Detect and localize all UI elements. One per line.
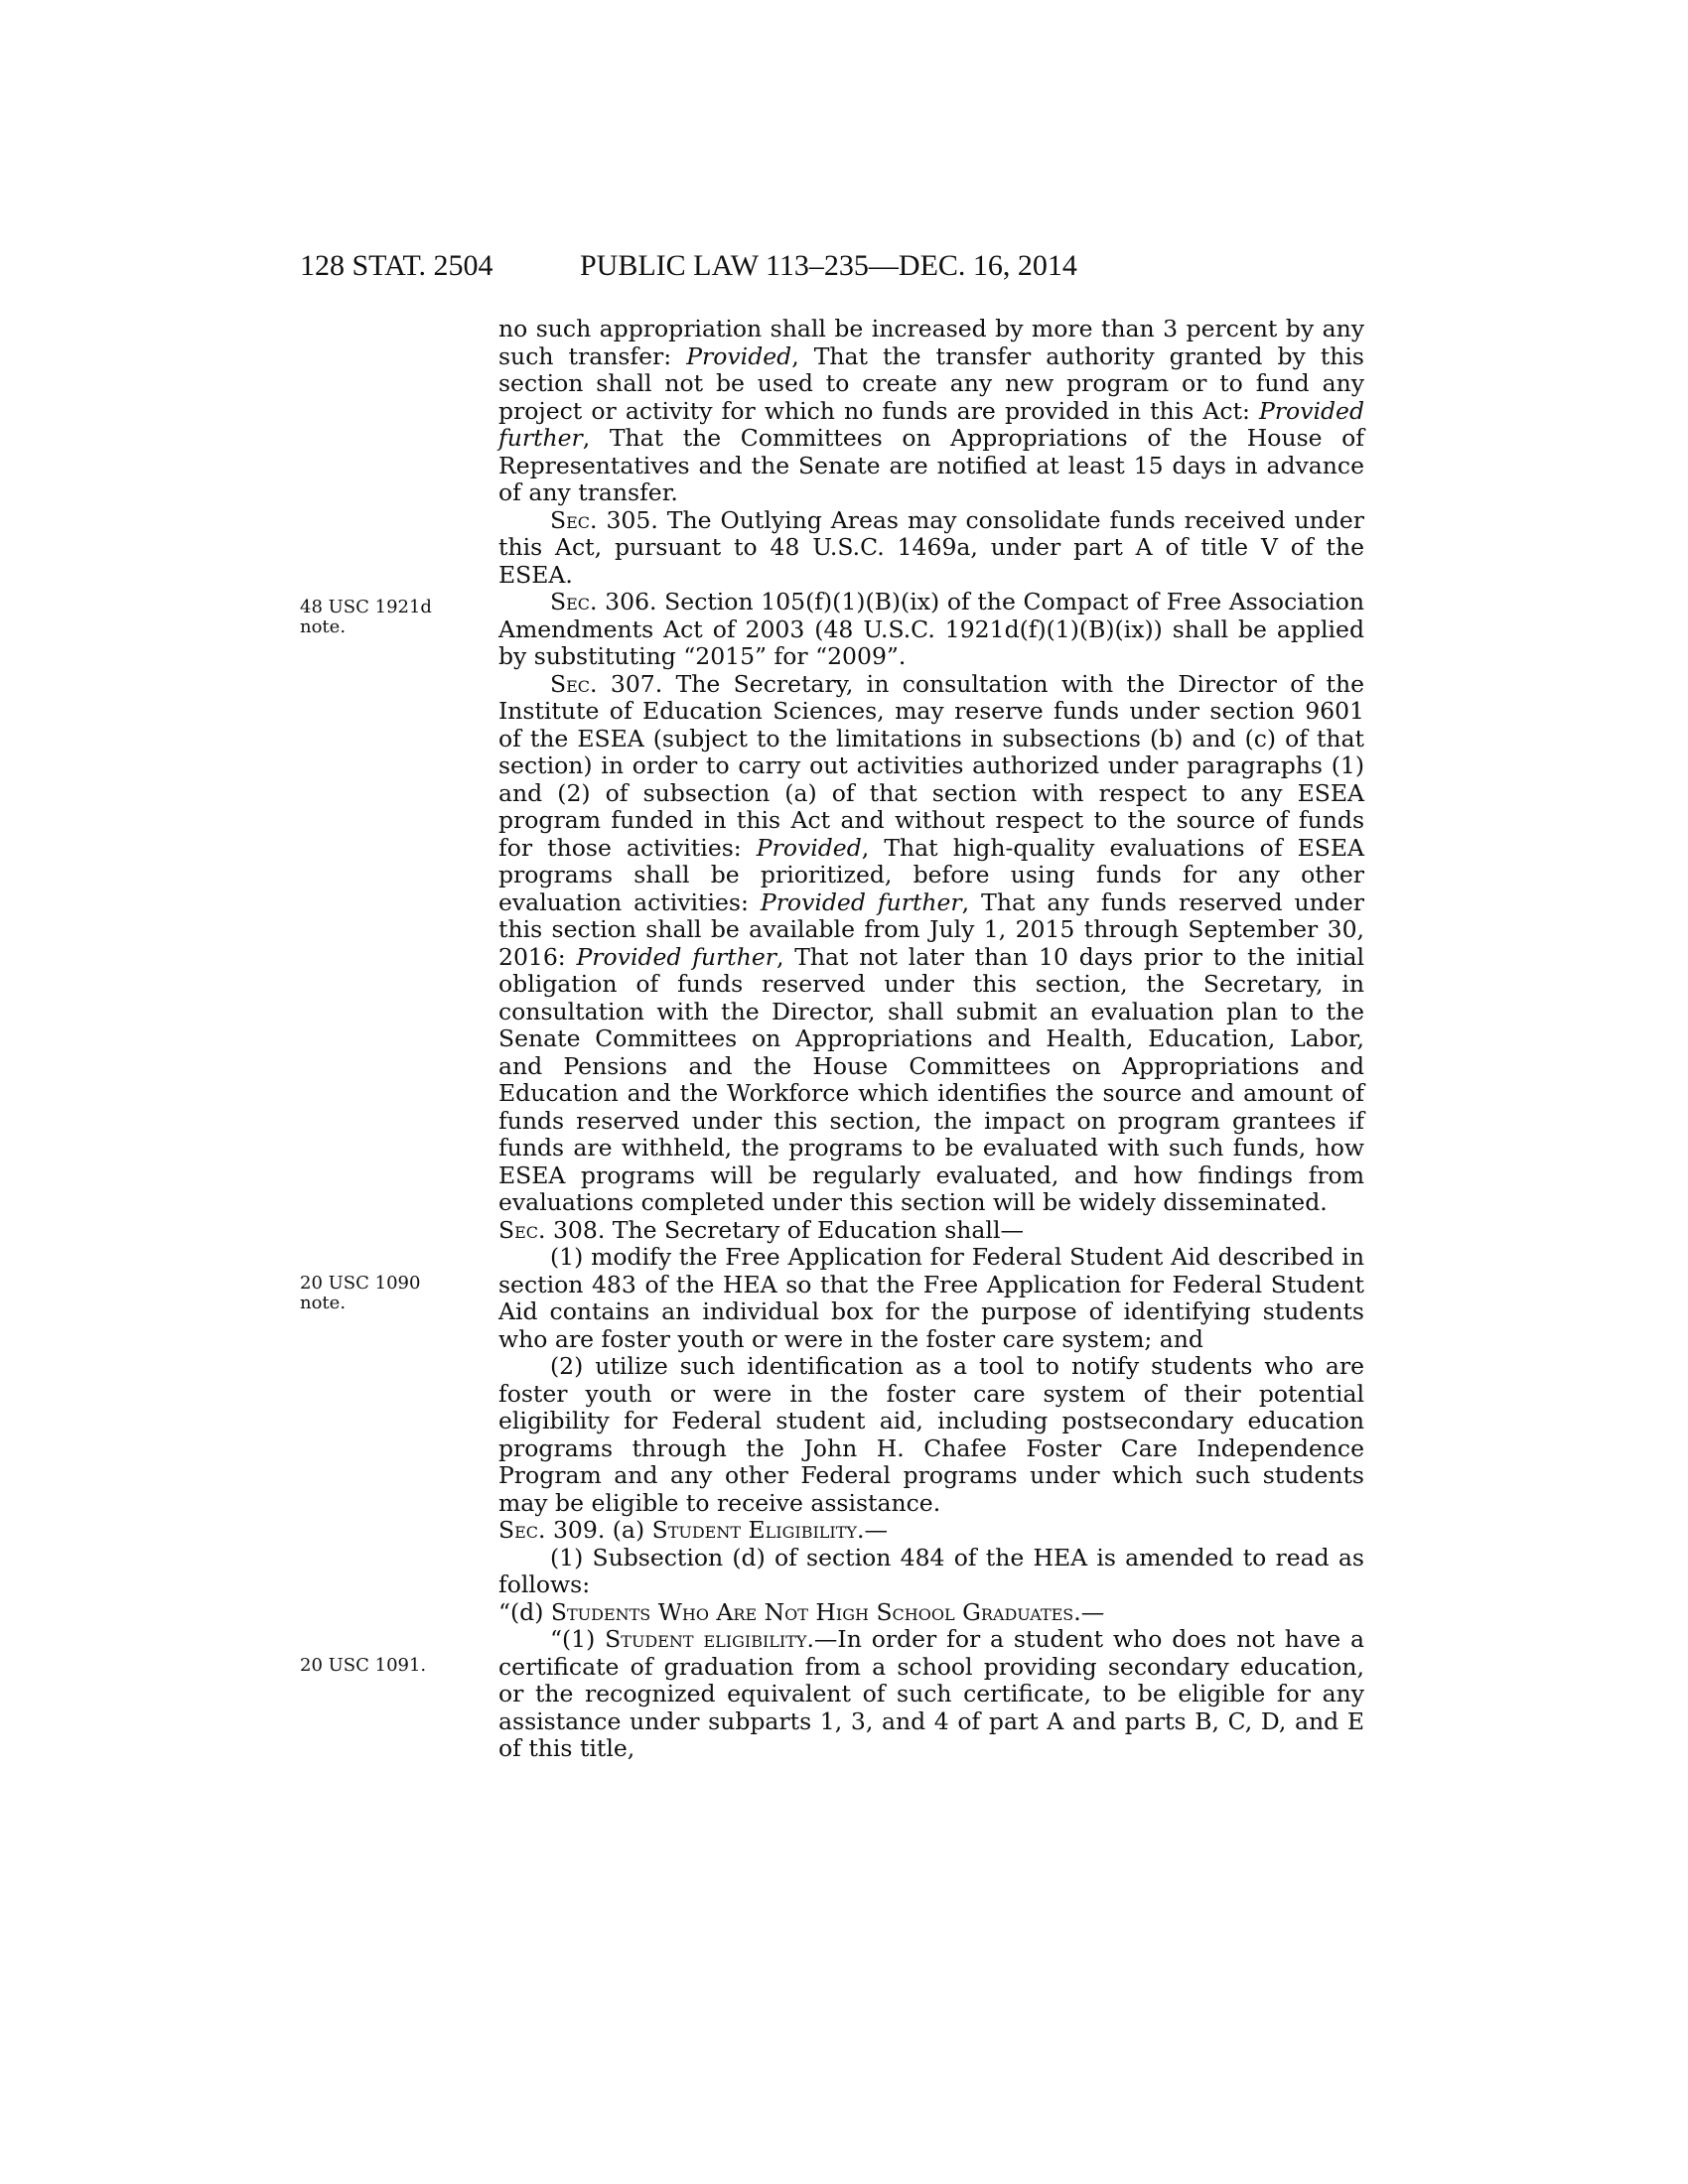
public-law-title: PUBLIC LAW 113–235—DEC. 16, 2014: [580, 249, 1077, 282]
section-309-quoted-subsection-d: “(d) Students Who Are Not High School Graduates.—: [498, 1597, 1105, 1626]
section-305: Sec. 305. The Outlying Areas may consolidate funds received under this Act, pursuant to 48 U.S.C. 1469a, under part A of title V of the ESEA.: [498, 505, 1364, 589]
section-306: Sec. 306. Section 105(f)(1)(B)(ix) of the Compact of Free Association Amendments Act of 2003 (48 U.S.C. 1921d(f)(1)(B)(ix)) shall be applied by substituting “2015” for “2009”.: [498, 588, 1364, 670]
margin-note-20-usc-1090: 20 USC 1090 note.: [300, 1273, 421, 1313]
section-307: Sec. 307. The Secretary, in consultation with the Director of the Institute of Education Sciences, may reserve funds under section 9601 of the ESEA (subject to the limitations in subsections (b) and (c) of that section) in order to carry out activities authorized under paragraphs (1) and (2) of subsection (a) of that section with respect to any ESEA program funded in this Act and without respect to the source of funds for those activities: Provided, That high-quality evaluations of ESEA programs shall be prioritized, before using funds for any other evaluation activities: Provided further, That any funds reserved under this section shall be available from July 1, 2015 through September 30, 2016: Provided further, That not later than 10 days prior to the initial obligation of funds reserved under this section, the Secretary, in consultation with the Director, shall submit an evaluation plan to the Senate Committees on Appropriations and Health, Education, Labor, and Pensions and the House Committees on Appropriations and Education and the Workforce which identifies the source and amount of funds reserved under this section, the impact on program grantees if funds are withheld, the programs to be evaluated with such funds, how ESEA programs will be regularly evaluated, and how findings from evaluations completed under this section will be widely disseminated.: [498, 669, 1364, 1216]
section-309: Sec. 309. (a) Student Eligibility.—: [498, 1516, 888, 1544]
section-309-item-1: (1) Subsection (d) of section 484 of the HEA is amended to read as follows:: [498, 1543, 1364, 1598]
statute-page-number: 128 STAT. 2504: [300, 249, 493, 282]
section-308-item-2: (2) utilize such identification as a tool to notify students who are foster youth or were in the foster care system of their potential eligibility for Federal student aid, including postsecondary education programs through the John H. Chafee Foster Care Independence Program and any other Federal programs under which such students may be eligible to receive assistance.: [498, 1352, 1364, 1517]
margin-note-20-usc-1091: 20 USC 1091.: [300, 1655, 427, 1676]
margin-note-48-usc-1921d: 48 USC 1921d note.: [300, 597, 432, 637]
page-body: [498, 316, 1364, 1763]
section-308-item-1: (1) modify the Free Application for Federal Student Aid described in section 483 of the HEA so that the Free Application for Federal Student Aid contains an individual box for the purpose of identifying students who are foster youth or were in the foster care system; and: [498, 1243, 1364, 1353]
paragraph-transfer-continuation: no such appropriation shall be increased by more than 3 percent by any such transfer: Provided, That the transfer authority granted by this section shall not be used to create any new program or to fund any project or activity for which no funds are provided in this Act: Provided further, That the Committees on Appropriations of the House of Representatives and the Senate are notified at least 15 days in advance of any transfer.: [498, 315, 1364, 506]
section-308: Sec. 308. The Secretary of Education shall—: [498, 1215, 1024, 1244]
section-309-quoted-paragraph-1: “(1) Student eligibility.—In order for a student who does not have a certificate of graduation from a school providing secondary education, or the recognized equivalent of such certificate, to be eligible for any assistance under subparts 1, 3, and 4 of part A and parts B, C, D, and E of this title,: [498, 1625, 1364, 1762]
page-header: [300, 246, 1366, 286]
